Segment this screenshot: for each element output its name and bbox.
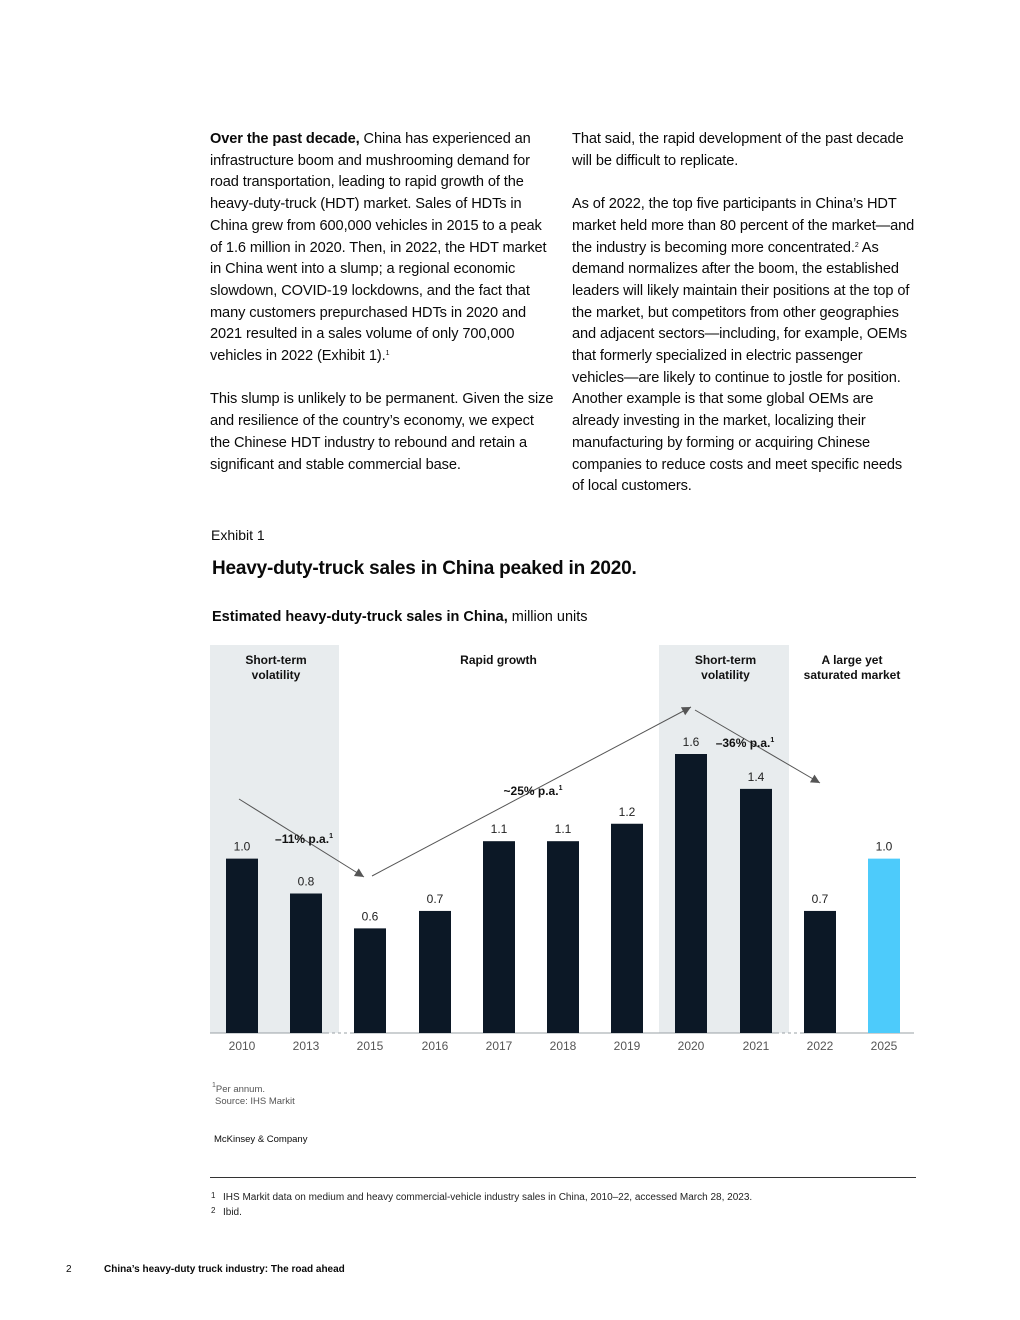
footnote: 1 IHS Markit data on medium and heavy commercial-vehicle industry sales in China, 2010–22, accessed March 28, 2023. xyxy=(211,1191,753,1203)
subtitle-unit: million units xyxy=(507,609,588,625)
paragraph-text: China has experienced an infrastructure boom and mushrooming demand for road transportation, leading to rapid growth of the heavy-duty-truck (HDT) market. Sales of HDTs in China grew from 600,000 vehicles in 2015 to a peak of 1.6 million in 2020. Then, in 2022, the HDT market in China went into a slump; a regional economic slowdown, COVID-19 lockdowns, and the fact that many customers prepurchased HDTs in 2020 and 2021 resulted in a sales volume of only 700,000 vehicles in 2022 (Exhibit 1). xyxy=(210,131,547,365)
annotation-label: –11% p.a.$^1$ xyxy=(275,832,333,846)
value-label: 0.7 xyxy=(426,891,444,906)
footnote-ref[interactable]: 2 xyxy=(854,241,859,249)
bar-2021 xyxy=(740,789,772,1033)
x-tick-label: 2013 xyxy=(292,1039,320,1053)
value-label: 1.1 xyxy=(490,822,508,837)
paragraph: That said, the rapid development of the past decade will be difficult to replicate. xyxy=(572,131,904,169)
annotation-label: ~25% p.a.$^1$ xyxy=(503,784,563,798)
value-label: 0.6 xyxy=(361,909,379,924)
bar-2025 xyxy=(868,859,900,1033)
page-number: 2 xyxy=(66,1264,72,1275)
chart-note-per-annum: $^1$Per annum. xyxy=(212,1082,266,1095)
x-tick-label: 2020 xyxy=(677,1039,705,1053)
bar-2022 xyxy=(804,911,836,1033)
value-label: 1.4 xyxy=(747,769,765,784)
paragraph-text: As of 2022, the top five participants in China’s HDT market held more than 80 percent of the market—and the industry is becoming more concentrated. xyxy=(572,196,915,256)
footnote: 2 Ibid. xyxy=(211,1206,242,1218)
lead-in: Over the past decade, xyxy=(210,131,360,147)
bar-2017 xyxy=(483,841,515,1033)
x-tick-label: 2025 xyxy=(870,1039,898,1053)
x-tick-label: 2021 xyxy=(742,1039,770,1053)
running-title: China’s heavy-duty truck industry: The road ahead xyxy=(104,1264,345,1275)
bar-2015 xyxy=(354,928,386,1033)
value-label: 0.7 xyxy=(811,891,829,906)
footnote-ref[interactable]: 1 xyxy=(385,350,390,358)
value-label: 1.0 xyxy=(875,839,893,854)
x-tick-label: 2022 xyxy=(806,1039,834,1053)
bar-2020 xyxy=(675,754,707,1033)
value-label: 1.2 xyxy=(618,804,636,819)
bar-2016 xyxy=(419,911,451,1033)
bar-2013 xyxy=(290,894,322,1034)
paragraph: This slump is unlikely to be permanent. Given the size and resilience of the country’s economy, we expect the Chinese HDT industry to rebound and retain a significant and stable commercial base. xyxy=(210,391,554,473)
phase-label: Short-term volatility xyxy=(694,653,757,682)
x-tick-label: 2017 xyxy=(485,1039,513,1053)
annotation-label: –36% p.a.$^1$ xyxy=(715,736,775,750)
x-tick-label: 2016 xyxy=(421,1039,449,1053)
trend-arrow-decline-head xyxy=(354,868,364,877)
exhibit-label: Exhibit 1 xyxy=(211,527,265,543)
phase-label: A large yet saturated market xyxy=(803,653,901,682)
subtitle-bold: Estimated heavy-duty-truck sales in China, xyxy=(212,609,508,625)
bar-2010 xyxy=(226,859,258,1033)
x-tick-label: 2018 xyxy=(549,1039,577,1053)
paragraph-text: As demand normalizes after the boom, the established leaders will likely maintain their positions at the top of the market, but competitors from other geographies and adjacent sectors—including, for example, OEMs that formerly specialized in electric passenger vehicles—are likely to continue to jostle for position. Another example is that some global OEMs are already investing in the market, localizing their manufacturing by forming or acquiring Chinese companies to reduce costs and meet specific needs of local customers. xyxy=(572,239,910,495)
x-tick-label: 2015 xyxy=(356,1039,384,1053)
value-label: 1.1 xyxy=(554,822,572,837)
chart-source: Source: IHS Markit xyxy=(215,1096,295,1107)
value-label: 0.8 xyxy=(297,874,315,889)
trend-arrow-drop-head xyxy=(810,775,820,783)
bar-2019 xyxy=(611,824,643,1033)
phase-label: Short-term volatility xyxy=(245,653,307,682)
x-tick-label: 2019 xyxy=(613,1039,641,1053)
value-label: 1.6 xyxy=(682,735,700,749)
bar-2018 xyxy=(547,841,579,1033)
value-label: 1.0 xyxy=(233,839,251,854)
phase-label: Rapid growth xyxy=(460,653,537,667)
brand-logo-text: McKinsey & Company xyxy=(214,1134,308,1145)
exhibit-title: Heavy-duty-truck sales in China peaked in 2020. xyxy=(212,558,637,579)
footnote-divider xyxy=(210,1177,916,1178)
x-tick-label: 2010 xyxy=(228,1039,256,1053)
